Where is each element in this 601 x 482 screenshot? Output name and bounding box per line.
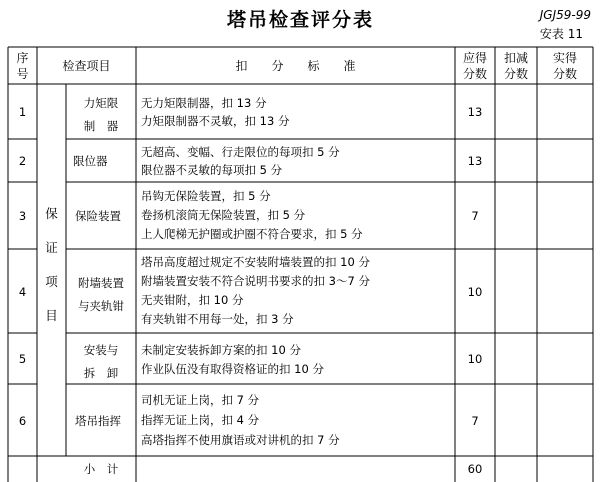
row-should-score: 13: [467, 105, 483, 119]
row-item-line: 限位器: [73, 154, 108, 168]
row-item: [66, 272, 136, 318]
row-item-line: 附墙装置: [78, 276, 124, 290]
row-should-score: 10: [467, 285, 483, 299]
standard-line: 力矩限制器不灵敏，扣 13 分: [141, 114, 290, 128]
row-item-line: 拆 卸: [83, 366, 119, 380]
row-item-line: 塔吊指挥: [75, 414, 121, 428]
header-actual-line: 实得: [552, 51, 577, 65]
header-deduct-line: 扣减: [503, 51, 528, 65]
standard-line: 司机无证上岗，扣 7 分: [141, 393, 260, 407]
header-should: [455, 50, 495, 82]
row-seq: 5: [18, 352, 27, 366]
row-standard: [141, 390, 340, 450]
header-standard: 扣 分 标 准: [235, 59, 356, 73]
row-should-score: 10: [467, 352, 483, 366]
header-deduct-line: 分数: [503, 67, 528, 81]
row-standard: [141, 187, 363, 244]
standard-line: 指挥无证上岗，扣 4 分: [141, 413, 260, 427]
standard-line: 塔吊高度超过规定不安装附墙装置的扣 10 分: [141, 255, 370, 269]
row-item: [66, 92, 136, 138]
row-should-score: 7: [471, 414, 479, 428]
row-standard: [141, 341, 324, 379]
header-actual-line: 分数: [552, 67, 577, 81]
group-char: 目: [45, 308, 58, 323]
row-seq: 3: [18, 209, 27, 223]
row-item: [73, 153, 108, 169]
standard-line: 未制定安装拆卸方案的扣 10 分: [141, 343, 301, 357]
row-item-line: 制 器: [83, 119, 119, 133]
row-standard: [141, 143, 340, 179]
subtotal-score: 60: [467, 462, 483, 476]
standard-line: 卷扬机滚筒无保险装置，扣 5 分: [141, 208, 306, 222]
row-seq: 6: [18, 414, 27, 428]
group-label: [37, 197, 66, 333]
header-item: 检查项目: [62, 59, 111, 73]
row-item-line: 与夹轨钳: [78, 299, 124, 313]
sheet-number: 安表 11: [539, 27, 583, 41]
header-should-line: 分数: [462, 67, 487, 81]
row-standard: [141, 253, 370, 329]
header-seq-line: 序: [16, 51, 29, 65]
standard-line: 无夹钳附，扣 10 分: [141, 293, 244, 307]
row-seq: 1: [18, 105, 27, 119]
row-seq: 2: [18, 154, 27, 168]
row-should-score: 7: [471, 209, 479, 223]
header-seq-line: 号: [16, 67, 29, 81]
header-seq: [8, 50, 37, 82]
row-seq: 4: [18, 285, 27, 299]
row-item-line: 保险装置: [75, 209, 121, 223]
header-deduct: [495, 50, 537, 82]
row-item: [66, 339, 136, 385]
row-item-line: 力矩限: [83, 96, 119, 110]
row-item: [75, 413, 121, 429]
standard-line: 限位器不灵敏的每项扣 5 分: [141, 163, 283, 177]
header-actual: [537, 50, 593, 82]
group-char: 证: [45, 240, 58, 255]
standard-line: 附墙装置安装不符合说明书要求的扣 3～7 分: [141, 274, 370, 288]
subtotal-label: 小 计: [83, 462, 119, 476]
group-char: 保: [45, 206, 58, 221]
row-standard: [141, 94, 289, 130]
standard-line: 高塔指挥不使用旗语或对讲机的扣 7 分: [141, 433, 340, 447]
row-item: [75, 208, 121, 224]
group-char: 项: [45, 274, 58, 289]
page-title: 塔吊检查评分表: [226, 9, 374, 31]
standard-line: 作业队伍没有取得资格证的扣 10 分: [141, 362, 324, 376]
standard-line: 上人爬梯无护圈或护圈不符合要求，扣 5 分: [141, 227, 363, 241]
row-item-line: 安装与: [83, 343, 119, 357]
row-should-score: 13: [467, 154, 483, 168]
standard-line: 无超高、变幅、行走限位的每项扣 5 分: [141, 145, 340, 159]
standard-line: 吊钩无保险装置，扣 5 分: [141, 189, 271, 203]
standard-code: JGJ59-99: [539, 8, 591, 22]
standard-line: 无力矩限制器，扣 13 分: [141, 96, 267, 110]
header-should-line: 应得: [462, 51, 487, 65]
standard-line: 有夹轨钳不用每一处，扣 3 分: [141, 312, 294, 326]
